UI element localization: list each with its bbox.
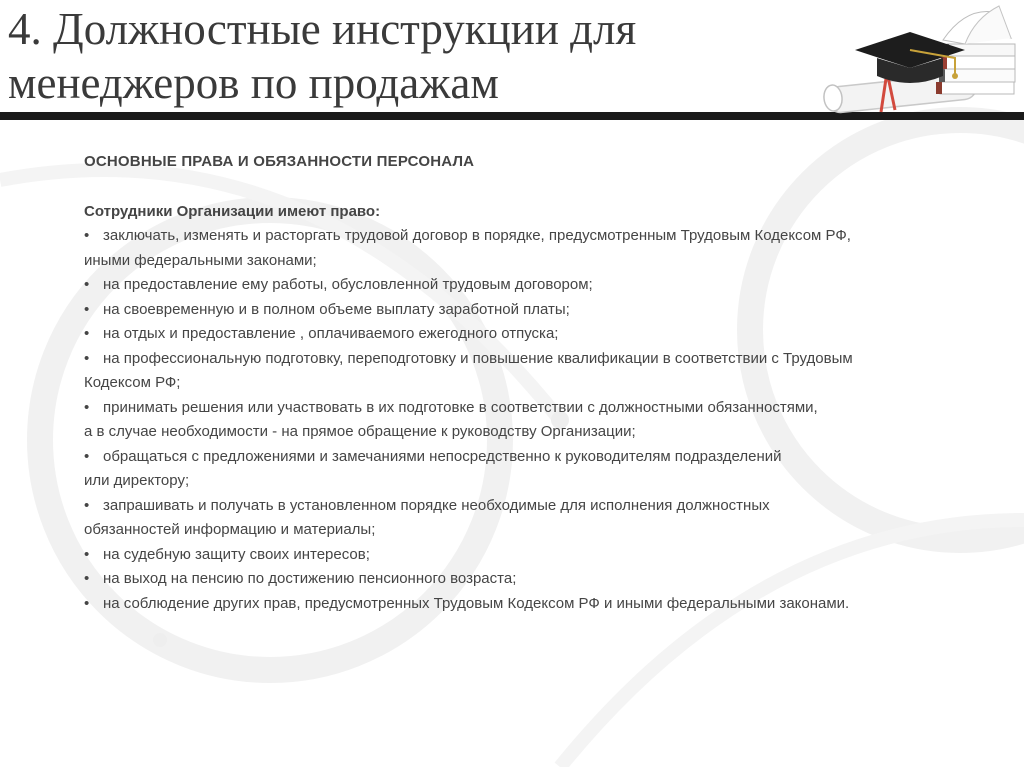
- list-item-text: Кодексом РФ;: [84, 374, 181, 391]
- bullet-icon: •: [84, 276, 90, 293]
- content-body: [84, 150, 1004, 616]
- list-item: [84, 494, 1004, 543]
- bullet-icon: •: [84, 594, 90, 612]
- list-item-text: иными федеральными законами;: [84, 251, 317, 269]
- list-item-text: на судебную защиту своих интересов;: [103, 545, 370, 563]
- bullet-icon: •: [84, 398, 90, 416]
- list-item-text: обращаться с предложениями и замечаниями непосредственно к руководителям подразделений: [103, 447, 782, 465]
- list-item-text: на предоставление ему работы, обусловленной трудовым договором;: [103, 276, 593, 293]
- list-item-text: или директору;: [84, 472, 190, 489]
- list-item: [84, 298, 1004, 323]
- list-item-text: на отдых и предоставление , оплачиваемого ежегодного отпуска;: [103, 325, 559, 342]
- bullet-icon: •: [84, 447, 90, 465]
- bullet-icon: •: [84, 300, 90, 318]
- list-item: [84, 567, 1004, 592]
- list-item: [84, 322, 1004, 347]
- list-item: [84, 445, 1004, 494]
- bullet-icon: •: [84, 227, 90, 244]
- bullet-icon: •: [84, 325, 90, 342]
- list-item-text: на своевременную и в полном объеме выплату заработной платы;: [103, 300, 570, 318]
- list-item: [84, 543, 1004, 568]
- rights-intro: Сотрудники Организации имеют право:: [84, 202, 381, 220]
- bullet-icon: •: [84, 545, 90, 563]
- list-item: [84, 347, 1004, 396]
- list-item: [84, 224, 1004, 273]
- list-item-text: на выход на пенсию по достижению пенсионного возраста;: [103, 570, 517, 587]
- list-item-text: на соблюдение других прав, предусмотренных Трудовым Кодексом РФ и иными федеральными законами.: [103, 594, 850, 612]
- list-item-text: обязанностей информацию и материалы;: [84, 521, 376, 538]
- list-item-text: принимать решения или участвовать в их подготовке в соответствии с должностными обязанностями,: [103, 398, 818, 416]
- list-item: [84, 273, 1004, 298]
- list-item: [84, 592, 1004, 617]
- bullet-icon: •: [84, 570, 90, 587]
- section-heading: ОСНОВНЫЕ ПРАВА И ОБЯЗАННОСТИ ПЕРСОНАЛА: [84, 153, 475, 170]
- rights-list: [84, 224, 1004, 616]
- slide-title: 4. Должностные инструкции для менеджеров по продажам: [8, 4, 637, 108]
- bullet-icon: •: [84, 496, 90, 514]
- bullet-icon: •: [84, 349, 90, 367]
- list-item-text: на профессиональную подготовку, переподготовку и повышение квалификации в соответствии с Трудовым: [103, 349, 853, 367]
- list-item: [84, 396, 1004, 445]
- list-item-text: а в случае необходимости - на прямое обращение к руководству Организации;: [84, 423, 636, 440]
- list-item-text: запрашивать и получать в установленном порядке необходимые для исполнения должностных: [103, 496, 770, 514]
- list-item-text: заключать, изменять и расторгать трудовой договор в порядке, предусмотренным Трудовым Кодексом РФ,: [103, 227, 851, 244]
- books-graduation-cap-icon: [815, 0, 1024, 118]
